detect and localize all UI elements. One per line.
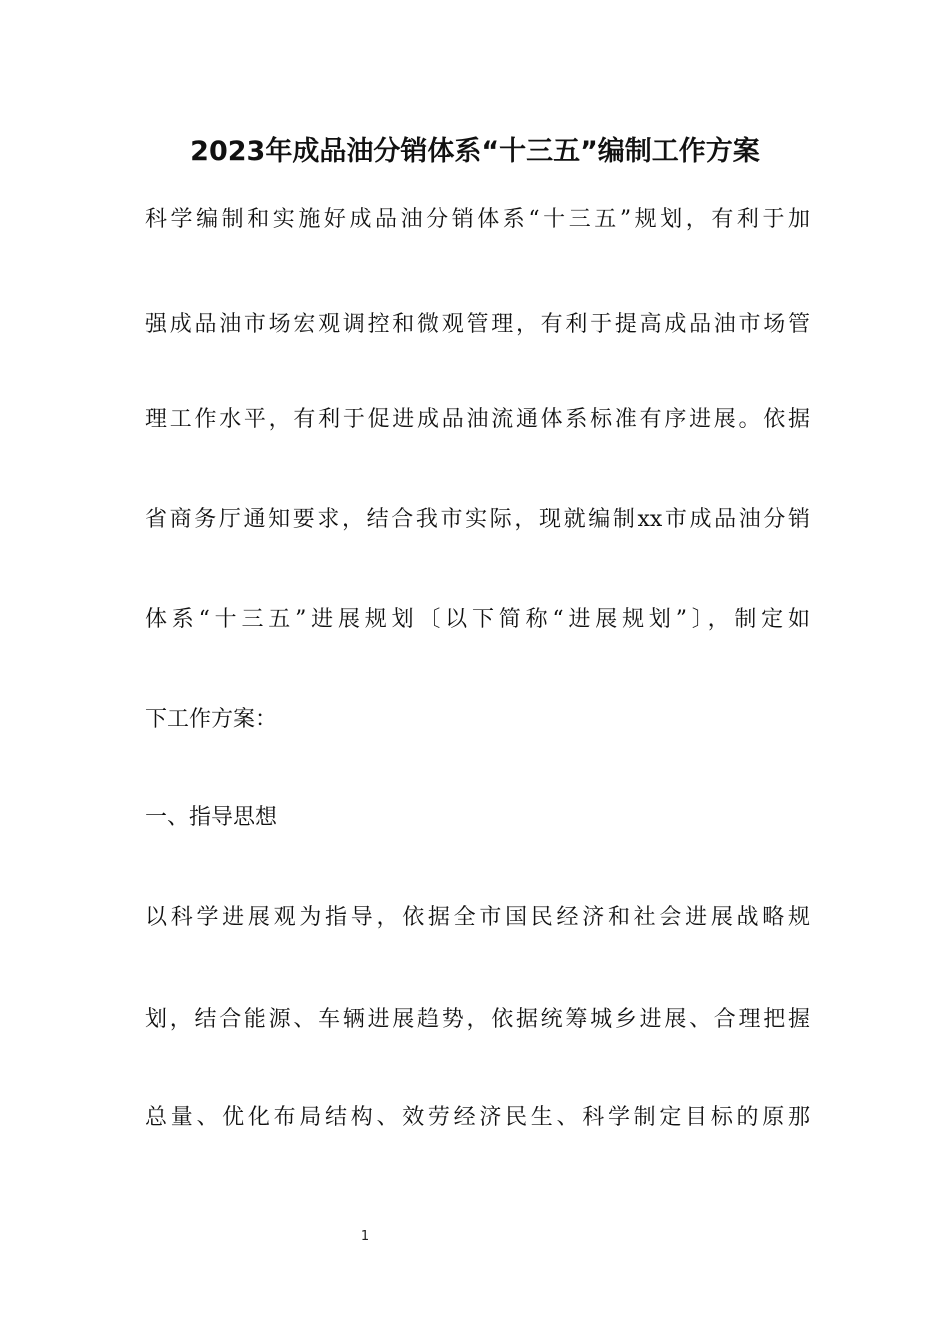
document-title: 2023年成品油分销体系“十三五”编制工作方案	[190, 136, 760, 167]
body-line-5: 体系“十三五”进展规划〔以下简称“进展规划”〕，制定如	[145, 607, 810, 632]
body-line-4: 省商务厅通知要求，结合我市实际，现就编制xx市成品油分销	[145, 507, 810, 532]
body-line-2: 强成品油市场宏观调控和微观管理，有利于提高成品油市场管	[145, 312, 810, 337]
body-line-1: 科学编制和实施好成品油分销体系“十三五”规划，有利于加	[145, 207, 810, 232]
page-number: 1	[360, 1229, 370, 1244]
body-line-10: 总量、优化布局结构、效劳经济民生、科学制定目标的原那	[145, 1105, 810, 1130]
body-line-8: 以科学进展观为指导，依据全市国民经济和社会进展战略规	[145, 905, 810, 930]
body-line-6: 下工作方案：	[145, 707, 278, 732]
section-heading-guiding-ideology: 一、指导思想	[145, 805, 278, 830]
body-line-9: 划，结合能源、车辆进展趋势，依据统筹城乡进展、合理把握	[145, 1007, 810, 1032]
body-line-3: 理工作水平，有利于促进成品油流通体系标准有序进展。依据	[145, 407, 810, 432]
